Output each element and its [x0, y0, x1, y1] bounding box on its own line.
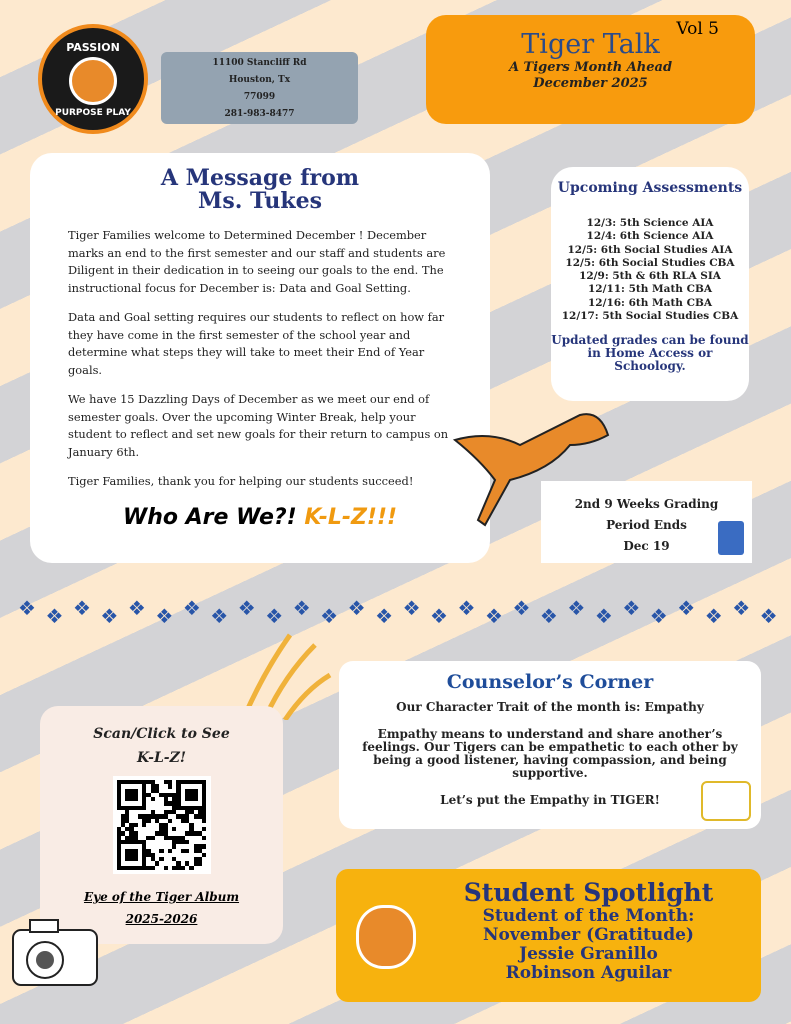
clipboard-icon: [718, 521, 744, 555]
address-phone: 281-983-8477: [224, 109, 295, 119]
paw-icon: ❖: [155, 604, 174, 628]
paw-icon: ❖: [320, 604, 339, 628]
newsletter-subtitle: A Tigers Month Ahead: [508, 60, 673, 75]
assessments-title: Upcoming Assessments: [557, 180, 743, 196]
paw-icon: ❖: [182, 596, 201, 620]
tiger-face-icon: [356, 905, 416, 969]
address-street: 11100 Stancliff Rd: [212, 58, 307, 68]
paw-icon: ❖: [402, 596, 421, 620]
counselor-card: [339, 661, 761, 829]
message-title: A Message from Ms. Tukes: [160, 165, 360, 214]
message-paragraph: Tiger Families, thank you for helping our students succeed!: [68, 474, 414, 488]
slogan: Who Are We?! K-L-Z!!!: [122, 504, 398, 530]
principal-message-card: [30, 153, 490, 563]
grading-line: Period Ends: [606, 518, 687, 532]
student-name: Jessie Granillo: [519, 944, 658, 964]
student-spotlight: [336, 869, 761, 1002]
paw-icon: ❖: [622, 596, 641, 620]
conversation-icon: [701, 781, 751, 821]
character-trait: Our Character Trait of the month is: Empathy: [396, 700, 704, 714]
paw-icon: ❖: [72, 596, 91, 620]
newsletter-month: December 2025: [533, 76, 648, 91]
paw-icon: ❖: [594, 604, 613, 628]
paw-icon: ❖: [704, 604, 723, 628]
paw-print-divider: [18, 596, 778, 628]
newsletter-title: Tiger Talk: [521, 29, 660, 60]
counselor-body: Empathy means to understand and share another’s feelings. Our Tigers can be empathetic to each other by being a good listener, having compassion, and being supportive.: [362, 727, 738, 780]
paw-icon: ❖: [484, 604, 503, 628]
assessment-item: 12/5: 6th Social Studies AIA: [567, 243, 733, 256]
newsletter-header: [426, 15, 755, 124]
assessment-item: 12/16: 6th Math CBA: [588, 296, 712, 309]
grading-date: Dec 19: [623, 539, 670, 553]
address-zip: 77099: [243, 92, 276, 102]
assessment-item: 12/4: 6th Science AIA: [586, 230, 714, 243]
paw-icon: ❖: [237, 596, 256, 620]
assessment-item: 12/17: 5th Social Studies CBA: [561, 310, 739, 323]
album-years: 2025-2026: [125, 912, 198, 926]
paw-icon: ❖: [265, 604, 284, 628]
spotlight-line: November (Gratitude): [483, 925, 694, 945]
paw-icon: ❖: [759, 604, 778, 628]
address-box: [161, 52, 358, 124]
paw-icon: ❖: [539, 604, 558, 628]
message-paragraph: Tiger Families welcome to Determined December ! December marks an end to the first semester and our staff and students are Diligent in their dedication in to seeing our goals to the end. The instructional focus for December is: Data and Goal Setting.: [68, 228, 446, 295]
volume-label: Vol 5: [676, 19, 719, 39]
album-link[interactable]: Eye of the Tiger Album: [83, 890, 240, 904]
spotlight-line: Student of the Month:: [482, 906, 695, 926]
grading-line: 2nd 9 Weeks Grading: [574, 497, 719, 511]
paw-icon: ❖: [100, 604, 119, 628]
message-paragraph: Data and Goal setting requires our students to reflect on how far they have come in the first semester of the school year and determine what steps they will take to meet their End of Year goals.: [68, 310, 445, 377]
tiger-logo-icon: [69, 57, 117, 105]
spotlight-title: Student Spotlight: [463, 878, 714, 907]
grades-note: Updated grades can be found in Home Access or Schoology.: [551, 333, 749, 374]
assessment-item: 12/9: 5th & 6th RLA SIA: [579, 270, 721, 283]
qr-code[interactable]: [113, 776, 211, 874]
paw-icon: ❖: [677, 596, 696, 620]
qr-card: [40, 706, 283, 944]
paw-icon: ❖: [347, 596, 366, 620]
qr-caption: Scan/Click to See: [93, 726, 230, 742]
assessment-item: 12/11: 5th Math CBA: [588, 283, 712, 296]
qr-caption: K-L-Z!: [137, 750, 186, 766]
assessment-item: 12/3: 5th Science AIA: [586, 217, 714, 229]
paw-icon: ❖: [127, 596, 146, 620]
camera-icon: [10, 915, 100, 990]
paw-icon: ❖: [457, 596, 476, 620]
logo-bottom-text: PURPOSE PLAY: [55, 107, 131, 118]
assessment-item: 12/5: 6th Social Studies CBA: [565, 256, 735, 269]
counselor-closing: Let’s put the Empathy in TIGER!: [440, 793, 660, 807]
paw-icon: ❖: [375, 604, 394, 628]
paw-icon: ❖: [649, 604, 668, 628]
paw-icon: ❖: [210, 604, 229, 628]
counselor-title: Counselor’s Corner: [446, 671, 654, 693]
message-paragraph: We have 15 Dazzling Days of December as we meet our end of semester goals. Over the upcoming Winter Break, help your student to reflect and set new goals for their return to campus on January 6th.: [68, 392, 449, 459]
school-logo: [38, 24, 148, 134]
paw-icon: ❖: [18, 596, 36, 620]
paw-icon: ❖: [512, 596, 531, 620]
paw-icon: ❖: [567, 596, 586, 620]
grading-period-box: [541, 481, 752, 563]
student-name: Robinson Aguilar: [505, 963, 672, 983]
paw-icon: ❖: [430, 604, 448, 628]
logo-top-text: PASSION: [66, 40, 120, 54]
paw-icon: ❖: [292, 596, 311, 620]
paw-icon: ❖: [732, 596, 751, 620]
paw-icon: ❖: [45, 604, 64, 628]
address-city: Houston, Tx: [228, 75, 291, 85]
assessments-card: [551, 167, 749, 401]
assessments-list: [551, 217, 749, 323]
